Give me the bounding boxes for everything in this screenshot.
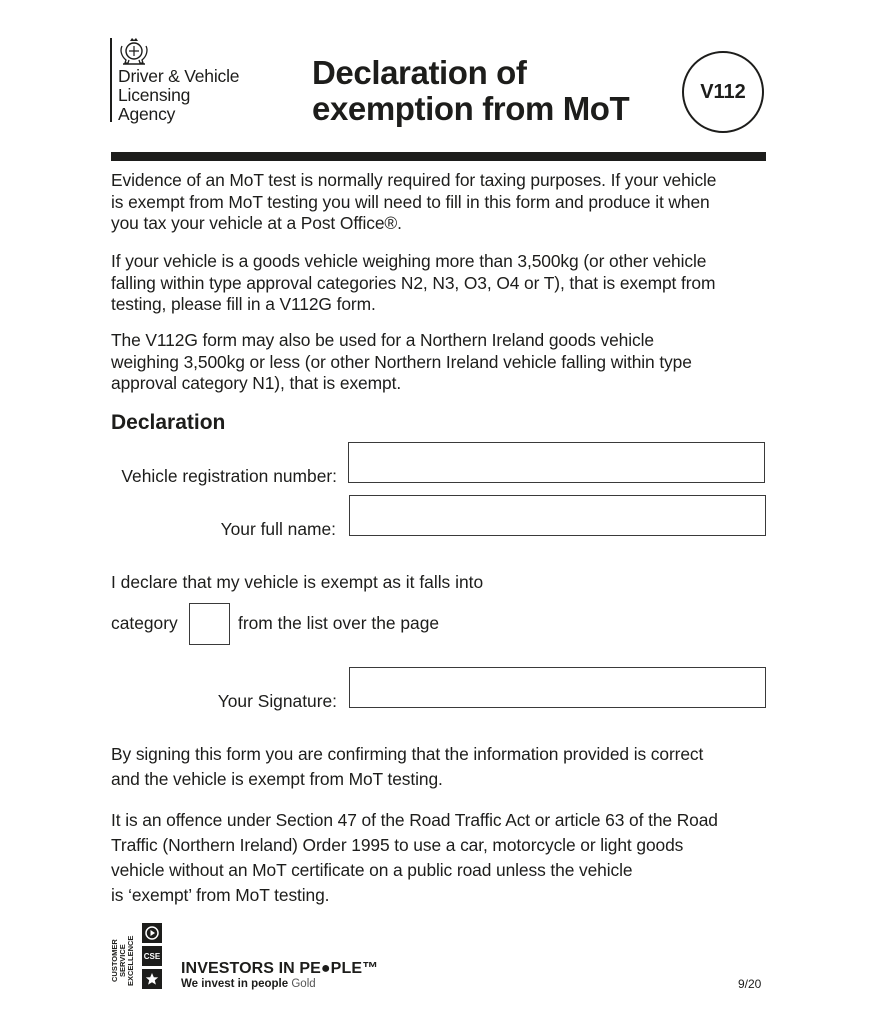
form-code-badge: [682, 51, 764, 133]
text-line: It is an offence under Section 47 of the Road Traffic Act or article 63 of the Road: [111, 810, 718, 830]
agency-line: Driver & Vehicle: [118, 66, 240, 86]
intro-paragraph-1: [111, 170, 771, 235]
confirmation-paragraph: [111, 742, 781, 792]
text-line: Traffic (Northern Ireland) Order 1995 to use a car, motorcycle or light goods: [111, 835, 684, 855]
header-rule: [111, 152, 766, 161]
cse-badge-text: CSE: [143, 951, 161, 961]
text-line: By signing this form you are confirming that the information provided is correct: [111, 744, 704, 764]
text-line: The V112G form may also be used for a Northern Ireland goods vehicle: [111, 330, 654, 350]
text-line: If your vehicle is a goods vehicle weighing more than 3,500kg (or other vehicle: [111, 251, 707, 271]
play-icon: [142, 923, 162, 943]
registration-label: Vehicle registration number:: [121, 466, 337, 486]
declaration-statement: I declare that my vehicle is exempt as it falls into: [111, 572, 484, 592]
agency-name: [118, 67, 268, 124]
text-line: Evidence of an MoT test is normally required for taxing purposes. If your vehicle: [111, 170, 717, 190]
investors-in-people-logo: INVESTORS IN PE●PLE™: [181, 960, 379, 977]
cse-word: SERVICE: [118, 944, 127, 978]
registration-field[interactable]: [348, 442, 765, 483]
text-line: vehicle without an MoT certificate on a public road unless the vehicle: [111, 860, 633, 880]
agency-divider: [110, 38, 112, 122]
category-prefix: category: [111, 613, 178, 633]
intro-paragraph-2: [111, 251, 771, 316]
text-line: is ‘exempt’ from MoT testing.: [111, 885, 330, 905]
cse-word: EXCELLENCE: [126, 935, 135, 987]
offence-paragraph: [111, 808, 781, 908]
signature-field[interactable]: [349, 667, 766, 708]
royal-coat-of-arms-icon: [117, 36, 151, 66]
text-line: is exempt from MoT testing you will need to fill in this form and produce it when: [111, 191, 710, 212]
page-title: [312, 55, 672, 127]
document-version: 9/20: [738, 977, 762, 991]
category-suffix: from the list over the page: [238, 613, 440, 633]
form-code: V112: [700, 80, 746, 103]
category-field[interactable]: [189, 603, 230, 645]
text-line: weighing 3,500kg or less (or other Northern Ireland vehicle falling within type: [111, 351, 692, 372]
text-line: approval category N1), that is exempt.: [111, 373, 402, 393]
iip-tagline-text: We invest in people: [181, 978, 289, 990]
intro-paragraph-3: [111, 330, 771, 395]
investors-in-people-tagline: [181, 978, 316, 990]
text-line: and the vehicle is exempt from MoT testing.: [111, 769, 443, 789]
cse-word: CUSTOMER: [110, 939, 119, 983]
agency-line: Licensing: [118, 85, 191, 105]
text-line: you tax your vehicle at a Post Office®.: [111, 213, 402, 233]
text-line: testing, please fill in a V112G form.: [111, 294, 376, 314]
full-name-field[interactable]: [349, 495, 766, 536]
title-line: Declaration of: [312, 54, 527, 91]
title-line: exemption from MoT: [312, 90, 630, 127]
declaration-heading: Declaration: [111, 411, 226, 434]
full-name-label: Your full name:: [220, 519, 336, 539]
star-icon: [142, 969, 162, 989]
cse-badge: [142, 946, 162, 966]
signature-label: Your Signature:: [217, 691, 337, 711]
iip-level: Gold: [291, 978, 316, 990]
agency-line: Agency: [118, 104, 176, 124]
cse-vertical-text: [110, 930, 135, 992]
text-line: falling within type approval categories N2, N3, O3, O4 or T), that is exempt from: [111, 272, 716, 293]
